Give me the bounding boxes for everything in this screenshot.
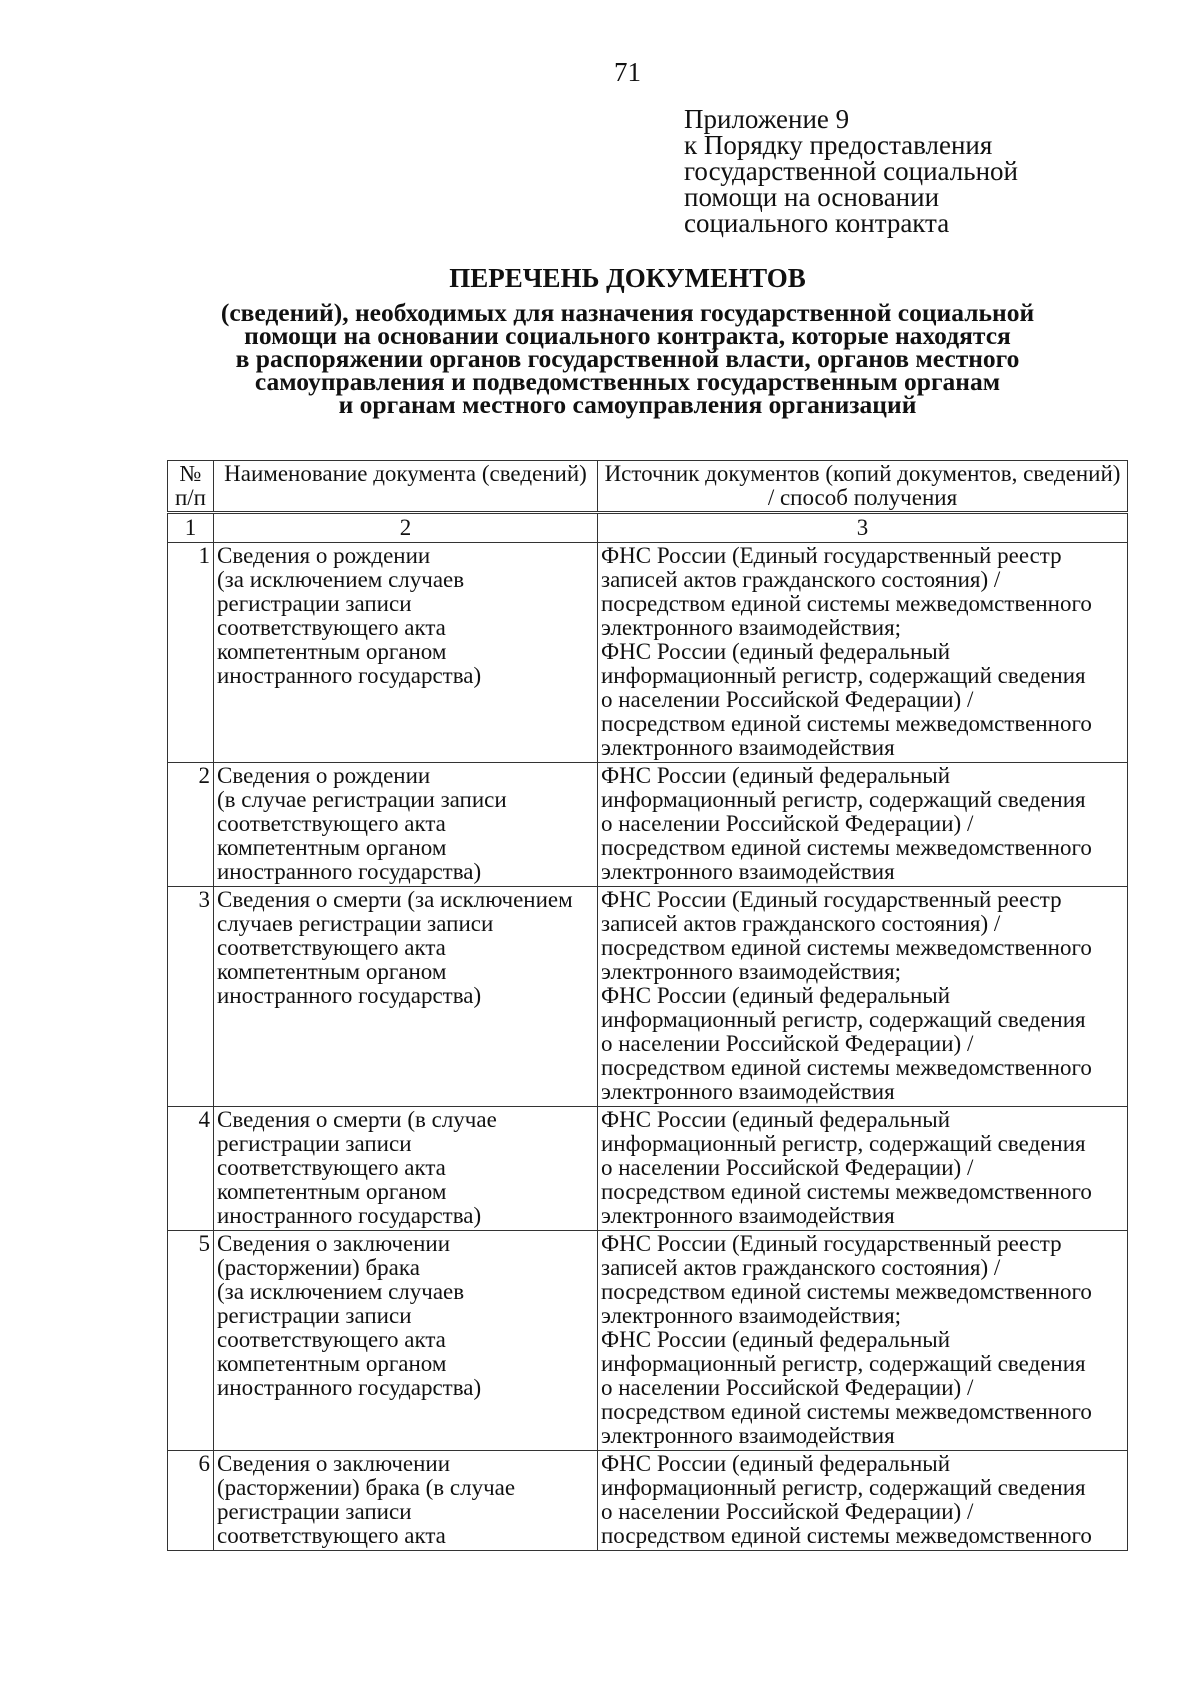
document-name-line: Сведения о заключении (217, 1231, 451, 1256)
document-source-line: ФНС России (единый федеральный (601, 1451, 951, 1476)
table-row (168, 887, 1128, 1107)
document-subtitle (140, 298, 1115, 419)
document-source-line: посредством единой системы межведомственного (601, 1055, 1092, 1080)
document-source-line: посредством единой системы межведомственного (601, 711, 1092, 736)
document-source-line: информационный регистр, содержащий сведения (601, 1007, 1086, 1032)
document-source-line: электронного взаимодействия; (601, 959, 902, 984)
document-source-line: о населении Российской Федерации) / (601, 687, 974, 712)
document-name-line: соответствующего акта (217, 1327, 446, 1352)
document-name-line: (расторжении) брака (в случае (217, 1475, 516, 1500)
document-source-line: ФНС России (единый федеральный (601, 763, 951, 788)
document-source-line: записей актов гражданского состояния) / (601, 911, 1001, 936)
document-name-line: регистрации записи (217, 1303, 412, 1328)
row-number: 5 (168, 1231, 214, 1451)
document-source-line: о населении Российской Федерации) / (601, 1155, 974, 1180)
document-name-line: компетентным органом (217, 835, 447, 860)
row-number: 1 (168, 543, 214, 763)
document-name-line: иностранного государства) (217, 1375, 482, 1400)
column-number: 3 (598, 513, 1128, 543)
document-source-line: о населении Российской Федерации) / (601, 1031, 974, 1056)
document-name-line: соответствующего акта (217, 811, 446, 836)
document-source-cell (598, 1231, 1128, 1451)
document-source-line: ФНС России (единый федеральный (601, 1327, 951, 1352)
appendix-line: социального контракта (684, 208, 950, 238)
document-source-line: о населении Российской Федерации) / (601, 1499, 974, 1524)
header-line: Наименование документа (224, 461, 477, 486)
document-name-line: регистрации записи (217, 1131, 412, 1156)
table-row (168, 1107, 1128, 1231)
header-name (214, 461, 598, 513)
header-source (598, 461, 1128, 513)
document-name-line: Сведения о смерти (в случае (217, 1107, 497, 1132)
row-number: 6 (168, 1451, 214, 1551)
document-source-line: записей актов гражданского состояния) / (601, 567, 1001, 592)
table-row (168, 1451, 1128, 1551)
appendix-line: помощи на основании (684, 182, 940, 212)
document-name-line: иностранного государства) (217, 983, 482, 1008)
document-source-line: ФНС России (единый федеральный (601, 639, 951, 664)
document-source-line: информационный регистр, содержащий сведения (601, 663, 1086, 688)
subtitle-line: помощи на основании социального контракта, которые находятся (244, 321, 1011, 350)
document-source-line: электронного взаимодействия (601, 859, 895, 884)
document-source-line: информационный регистр, содержащий сведения (601, 787, 1086, 812)
document-source-line: посредством единой системы межведомственного (601, 591, 1092, 616)
subtitle-line: в распоряжении органов государственной власти, органов местного (235, 344, 1020, 373)
document-name-line: соответствующего акта (217, 935, 446, 960)
document-title: ПЕРЕЧЕНЬ ДОКУМЕНТОВ (449, 263, 806, 293)
document-source-line: посредством единой системы межведомственного (601, 1523, 1092, 1548)
document-name-cell (214, 887, 598, 1107)
document-source-line: ФНС России (Единый государственный реестр (601, 1231, 1062, 1256)
table-row (168, 1231, 1128, 1451)
table-header-row (168, 461, 1128, 513)
document-name-line: компетентным органом (217, 1179, 447, 1204)
document-name-line: регистрации записи (217, 591, 412, 616)
document-source-cell (598, 1451, 1128, 1551)
document-source-line: посредством единой системы межведомственного (601, 1399, 1092, 1424)
table-row (168, 543, 1128, 763)
documents-table (167, 460, 1128, 1551)
document-source-line: записей актов гражданского состояния) / (601, 1255, 1001, 1280)
document-name-line: компетентным органом (217, 639, 447, 664)
header-num (168, 461, 214, 513)
document-name-line: Сведения о рождении (217, 763, 431, 788)
appendix-block (684, 106, 1164, 236)
column-number: 1 (168, 513, 214, 543)
document-source-line: информационный регистр, содержащий сведения (601, 1131, 1086, 1156)
document-name-line: соответствующего акта (217, 1155, 446, 1180)
header-line: № (179, 461, 202, 486)
document-source-cell (598, 1107, 1128, 1231)
document-source-line: электронного взаимодействия; (601, 615, 902, 640)
document-source-line: посредством единой системы межведомственного (601, 835, 1092, 860)
row-number: 4 (168, 1107, 214, 1231)
document-name-line: (за исключением случаев (217, 567, 465, 592)
subtitle-line: и органам местного самоуправления организаций (338, 390, 917, 419)
appendix-line: государственной социальной (684, 156, 1018, 186)
document-name-line: иностранного государства) (217, 663, 482, 688)
table-row (168, 763, 1128, 887)
document-source-cell (598, 887, 1128, 1107)
document-name-cell (214, 1451, 598, 1551)
document-source-line: информационный регистр, содержащий сведения (601, 1351, 1086, 1376)
subtitle-line: (сведений), необходимых для назначения государственной социальной (220, 298, 1035, 327)
row-number: 3 (168, 887, 214, 1107)
document-source-line: ФНС России (Единый государственный реестр (601, 887, 1062, 912)
document-name-cell (214, 543, 598, 763)
document-source-line: электронного взаимодействия (601, 1203, 895, 1228)
document-name-line: Сведения о рождении (217, 543, 431, 568)
header-line: сведений) / способ получения (767, 461, 1121, 510)
document-source-line: посредством единой системы межведомственного (601, 1179, 1092, 1204)
document-name-line: случаев регистрации записи (217, 911, 494, 936)
document-name-cell (214, 1231, 598, 1451)
appendix-line: к Порядку предоставления (684, 130, 993, 160)
document-name-line: иностранного государства) (217, 859, 482, 884)
page-number: 71 (614, 57, 641, 87)
document-source-line: электронного взаимодействия; (601, 1303, 902, 1328)
document-source-line: электронного взаимодействия (601, 735, 895, 760)
document-name-cell (214, 1107, 598, 1231)
document-name-line: регистрации записи (217, 1499, 412, 1524)
document-source-cell (598, 763, 1128, 887)
document-name-cell (214, 763, 598, 887)
document-source-line: ФНС России (единый федеральный (601, 1107, 951, 1132)
document-name-line: (расторжении) брака (217, 1255, 420, 1280)
document-name-line: соответствующего акта (217, 1523, 446, 1548)
document-name-line: иностранного государства) (217, 1203, 482, 1228)
document-source-line: ФНС России (единый федеральный (601, 983, 951, 1008)
subtitle-line: самоуправления и подведомственных государственным органам (254, 367, 1001, 396)
document-source-line: информационный регистр, содержащий сведения (601, 1475, 1086, 1500)
document-name-line: компетентным органом (217, 959, 447, 984)
column-number-row (168, 513, 1128, 543)
header-line: Источник документов (копий документов, (604, 461, 1018, 486)
header-line: п/п (174, 485, 206, 510)
column-number: 2 (214, 513, 598, 543)
document-source-cell (598, 543, 1128, 763)
document-name-line: Сведения о смерти (за исключением (217, 887, 573, 912)
document-name-line: соответствующего акта (217, 615, 446, 640)
document-source-line: о населении Российской Федерации) / (601, 1375, 974, 1400)
document-source-line: электронного взаимодействия (601, 1423, 895, 1448)
document-source-line: посредством единой системы межведомственного (601, 1279, 1092, 1304)
document-source-line: ФНС России (Единый государственный реестр (601, 543, 1062, 568)
document-source-line: о населении Российской Федерации) / (601, 811, 974, 836)
document-source-line: посредством единой системы межведомственного (601, 935, 1092, 960)
document-name-line: компетентным органом (217, 1351, 447, 1376)
document-name-line: (в случае регистрации записи (217, 787, 507, 812)
row-number: 2 (168, 763, 214, 887)
appendix-line: Приложение 9 (684, 104, 850, 134)
document-name-line: (за исключением случаев (217, 1279, 465, 1304)
document-name-line: Сведения о заключении (217, 1451, 451, 1476)
header-line: (сведений) (481, 461, 587, 486)
document-source-line: электронного взаимодействия (601, 1079, 895, 1104)
